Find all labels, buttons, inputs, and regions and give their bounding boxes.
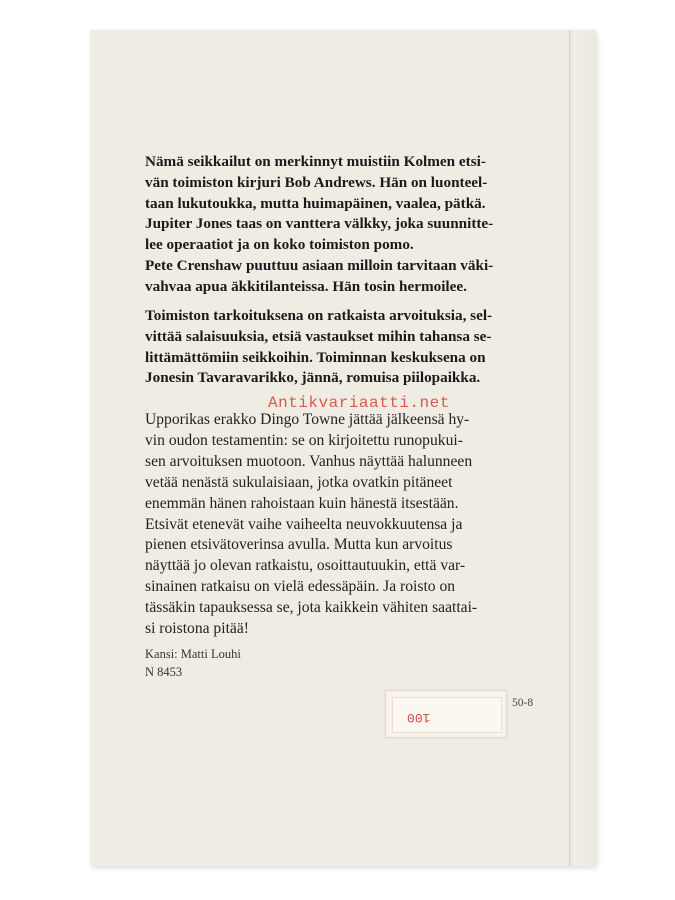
text-line: Nämä seikkailut on merkinnyt muistiin Kolmen etsi-: [145, 153, 486, 170]
price-text: 100: [407, 710, 431, 725]
cover-credits: [145, 645, 241, 681]
text-line: littämättömiin seikkoihin. Toiminnan keskuksena on: [145, 348, 486, 366]
text-line: Jupiter Jones taas on vanttera välkky, joka suunnitte-: [145, 215, 494, 233]
watermark-text: Antikvariaatti.net: [268, 394, 450, 412]
text-line: Toimiston tarkoituksena on ratkaista arvoituksia, sel-: [145, 307, 493, 324]
text-line: vittää salaisuuksia, etsiä vastaukset mihin tahansa se-: [145, 327, 492, 345]
text-line: vahvaa apua äkkitilanteissa. Hän tosin hermoilee.: [145, 277, 467, 295]
text-line: Pete Crenshaw puuttuu asiaan milloin tarvitaan väki-: [145, 256, 494, 274]
cover-artist: Kansi: Matti Louhi: [145, 647, 241, 661]
text-line: tässäkin tapauksessa se, jota kaikkein vähiten saattai-: [145, 599, 478, 617]
text-line: taan lukutoukka, mutta huimapäinen, vaalea, pätkä.: [145, 194, 486, 212]
text-line: pienen etsivätoverinsa avulla. Mutta kun arvoitus: [145, 536, 453, 554]
catalog-number: N 8453: [145, 665, 183, 679]
text-line: sinainen ratkaisu on vielä edessäpäin. Ja roisto on: [145, 578, 456, 596]
price-sticker: [385, 690, 507, 738]
text-line: Jonesin Tavaravarikko, jännä, romuisa piilopaikka.: [145, 369, 481, 387]
text-line: Upporikas erakko Dingo Towne jättää jälkeensä hy-: [145, 411, 470, 428]
text-line: näyttää jo olevan ratkaistu, osoittautuukin, että var-: [145, 557, 466, 575]
text-line: vän toimiston kirjuri Bob Andrews. Hän on luonteel-: [145, 173, 488, 191]
text-line: si roistona pitää!: [145, 620, 249, 638]
text-line: enemmän hänen rahoistaan kuin hänestä itsestään.: [145, 494, 459, 512]
text-line: vin oudon testamentin: se on kirjoitettu runopukui-: [145, 431, 463, 449]
text-line: sen arvoituksen muotoon. Vanhus näyttää halunneen: [145, 452, 473, 470]
agency-paragraph: [145, 306, 545, 389]
intro-paragraph: [145, 152, 545, 298]
isbn-fragment: 50-8: [512, 697, 534, 709]
text-line: vetää nenästä sukulaisiaan, jotka ovatkin pitäneet: [145, 473, 453, 491]
synopsis-paragraph: [145, 410, 545, 640]
text-line: Etsivät etenevät vaihe vaiheelta neuvokkuutensa ja: [145, 515, 463, 533]
book-spine: [569, 30, 596, 866]
text-line: lee operaatiot ja on koko toimiston pomo.: [145, 236, 414, 254]
sticker-label: [392, 697, 502, 733]
